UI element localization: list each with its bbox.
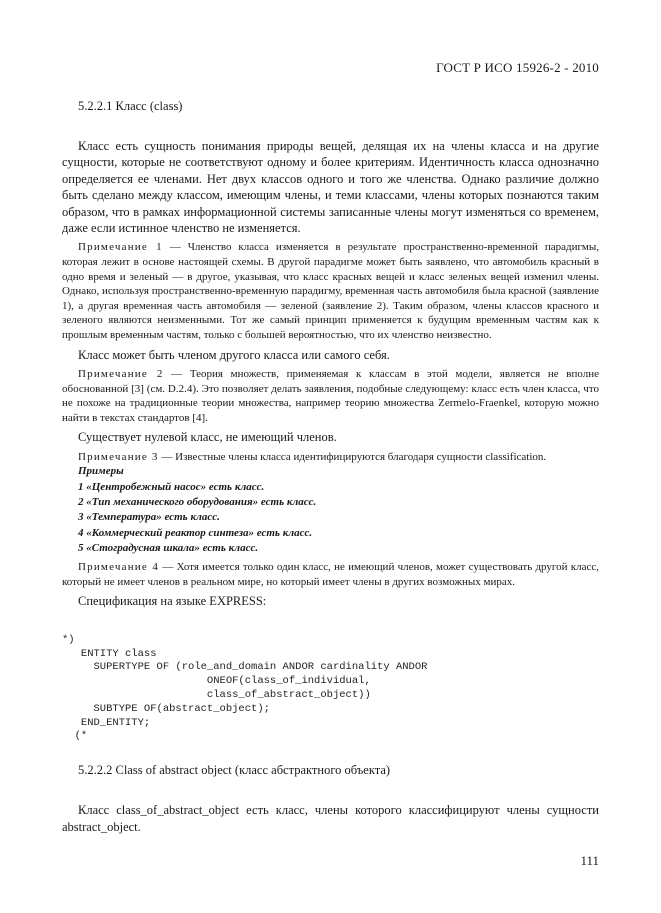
section-heading-class-of-abstract-object: 5.2.2.2 Class of abstract object (класс абстрактного объекта) [78, 763, 391, 778]
note-4-label: Примечание 4 [78, 561, 160, 574]
section-heading-class: 5.2.2.1 Класс (class) [78, 99, 183, 113]
example-item: 5 «Стоградусная шкала» есть класс. [78, 541, 259, 554]
page-header-standard: ГОСТ Р ИСО 15926-2 - 2010 [436, 60, 599, 75]
note-3-text: — Известные члены класса идентифицируются благодаря сущности classification. [158, 450, 547, 463]
paragraph-null-class: Существует нулевой класс, не имеющий членов. [78, 430, 337, 445]
code-line: ONEOF(class_of_individual, [62, 675, 371, 688]
note-3 [62, 450, 599, 465]
note-3-label: Примечание 3 [78, 450, 159, 463]
note-1-label: Примечание 1 [78, 241, 163, 254]
code-line: (* [62, 730, 88, 743]
example-item: 4 «Коммерческий реактор синтеза» есть класс. [78, 526, 313, 539]
note-1 [62, 240, 599, 342]
note-2 [62, 367, 599, 425]
example-item: 2 «Тип механического оборудования» есть класс. [78, 495, 317, 508]
express-code-block [62, 634, 599, 744]
paragraph-class-member: Класс может быть членом другого класса или самого себя. [78, 347, 390, 362]
note-4 [62, 560, 599, 589]
note-1-text: — Членство класса изменяется в результате пространственно-временной парадигмы, которая лежит в основе настоящей схемы. В другой парадигме может быть заявлено, что автомобиль красный в одно время и зеленый — в другое, указывая, что класс красных вещей и класс зеленых вещей изменил члены. Однако, используя пространственно-временную парадигму, временная часть автомобиля была красной (заявление 1), а другая временная часть автомобиля — зеленой (заявление 2). Таким образом, члены классов красного и зеленого являются неизменными. Тот же самый принцип применяется к будущим временным частям как к прошлым временным частям, только с большей вероятностью, что их членство неизвестно. [62, 241, 599, 341]
paragraph-express-spec: Спецификация на языке EXPRESS: [78, 594, 267, 609]
code-line: SUPERTYPE OF (role_and_domain ANDOR cardinality ANDOR [62, 661, 428, 674]
note-4-text: — Хотя имеется только один класс, не имеющий членов, может существовать другой класс, который не имеет членов в реальном мире, но который имеет члены в других возможных мирах. [62, 561, 600, 588]
code-line: ENTITY class [62, 647, 157, 660]
code-line: END_ENTITY; [62, 716, 151, 729]
code-line: SUBTYPE OF(abstract_object); [62, 702, 270, 715]
examples-title: Примеры [78, 465, 124, 478]
paragraph-class-of-abstract-object: Класс class_of_abstract_object есть класс, члены которого классифицируют члены сущности abstract_object. [62, 803, 599, 834]
code-line: class_of_abstract_object)) [62, 688, 371, 701]
note-2-label: Примечание 2 [78, 368, 164, 380]
code-line: *) [62, 633, 75, 646]
example-item: 3 «Температура» есть класс. [78, 511, 220, 524]
paragraph-class-definition: Класс есть сущность понимания природы вещей, делящая их на члены класса и на другие сущности, которые не соответствуют одному и более критериям. Идентичность класса однозначно определяется ее членами. Нет двух классов одного и того же членства. Однако различие должно быть сделано между классом, имеющим члены, и теми классами, члены которых познаются таким образом, что в рамках информационной системы записанные члены могут изменяться со временем, даже если истинное членство не изменяется. [62, 139, 599, 236]
page-content [62, 98, 599, 835]
note-2-text: — Теория множеств, применяемая к классам в этой модели, является не вполне обоснованной [3] (см. D.2.4). Это позволяет делать заявления, подобные следующему: класс есть член класса, что не похоже на традиционные теории множества, например теорию множества Zermelo-Fraenkel, которую можно найти в текстах стандартов [4]. [62, 368, 599, 424]
page-number: 111 [580, 853, 599, 868]
example-item: 1 «Центробежный насос» есть класс. [78, 480, 265, 493]
